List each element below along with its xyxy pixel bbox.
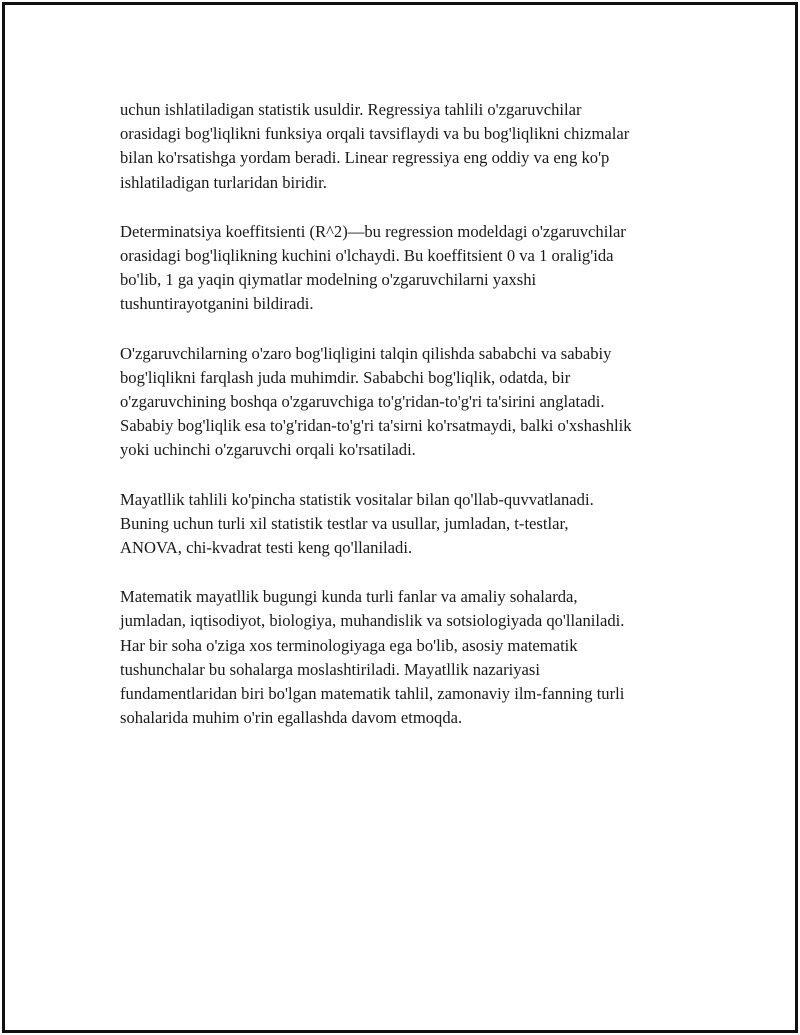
text-line: tushunchalar bu sohalarga moslashtiriladi. Mayatllik nazariyasi <box>120 659 540 679</box>
paragraph-applications <box>120 585 700 730</box>
text-line: Matematik mayatllik bugungi kunda turli fanlar va amaliy sohalarda, <box>120 587 578 607</box>
text-line: Determinatsiya koeffitsienti (R^2)—bu regression modeldagi o'zgaruvchilar <box>120 221 626 241</box>
text-line: Sababiy bog'liqlik esa to'g'ridan-to'g'ri ta'sirni ko'rsatmaydi, balki o'xshashlik <box>120 416 632 436</box>
paragraph-causality <box>120 342 700 463</box>
paragraph-statistical-tools <box>120 488 700 561</box>
text-line: orasidagi bog'liqlikning kuchini o'lchaydi. Bu koeffitsient 0 va 1 oralig'ida <box>120 246 614 266</box>
text-line: Har bir soha o'ziga xos terminologiyaga ega bo'lib, asosiy matematik <box>120 635 578 655</box>
text-line: jumladan, iqtisodiyot, biologiya, muhandislik va sotsiologiyada qo'llaniladi. <box>120 611 625 631</box>
text-line: fundamentlaridan biri bo'lgan matematik tahlil, zamonaviy ilm-fanning turli <box>120 684 625 704</box>
text-line: ishlatiladigan turlaridan biridir. <box>120 172 327 192</box>
text-line: Buning uchun turli xil statistik testlar va usullar, jumladan, t-testlar, <box>120 513 569 533</box>
page-frame <box>2 2 798 1033</box>
text-line: sohalarida muhim o'rin egallashda davom etmoqda. <box>120 708 463 728</box>
text-line: orasidagi bog'liqlikni funksiya orqali tavsiflaydi va bu bog'liqlikni chizmalar <box>120 124 630 144</box>
text-line: yoki uchinchi o'zgaruvchi orqali ko'rsatiladi. <box>120 440 416 460</box>
text-line: Mayatllik tahlili ko'pincha statistik vositalar bilan qo'llab-quvvatlanadi. <box>120 489 594 509</box>
text-line: bog'liqlikni farqlash juda muhimdir. Sababchi bog'liqlik, odatda, bir <box>120 367 571 387</box>
text-line: ANOVA, chi-kvadrat testi keng qo'llaniladi. <box>120 538 413 558</box>
paragraph-determination <box>120 220 700 317</box>
paragraph-regression-intro <box>120 98 700 195</box>
text-line: uchun ishlatiladigan statistik usuldir. Regressiya tahlili o'zgaruvchilar <box>120 100 582 119</box>
text-line: bilan ko'rsatishga yordam beradi. Linear regressiya eng oddiy va eng ko'p <box>120 148 610 168</box>
text-line: o'zgaruvchining boshqa o'zgaruvchiga to'g'ridan-to'g'ri ta'sirini anglatadi. <box>120 392 605 412</box>
text-line: tushuntirayotganini bildiradi. <box>120 294 314 314</box>
document-body <box>120 98 700 755</box>
text-line: O'zgaruvchilarning o'zaro bog'liqligini talqin qilishda sababchi va sababiy <box>120 343 612 363</box>
text-line: bo'lib, 1 ga yaqin qiymatlar modelning o'zgaruvchilarni yaxshi <box>120 270 537 290</box>
